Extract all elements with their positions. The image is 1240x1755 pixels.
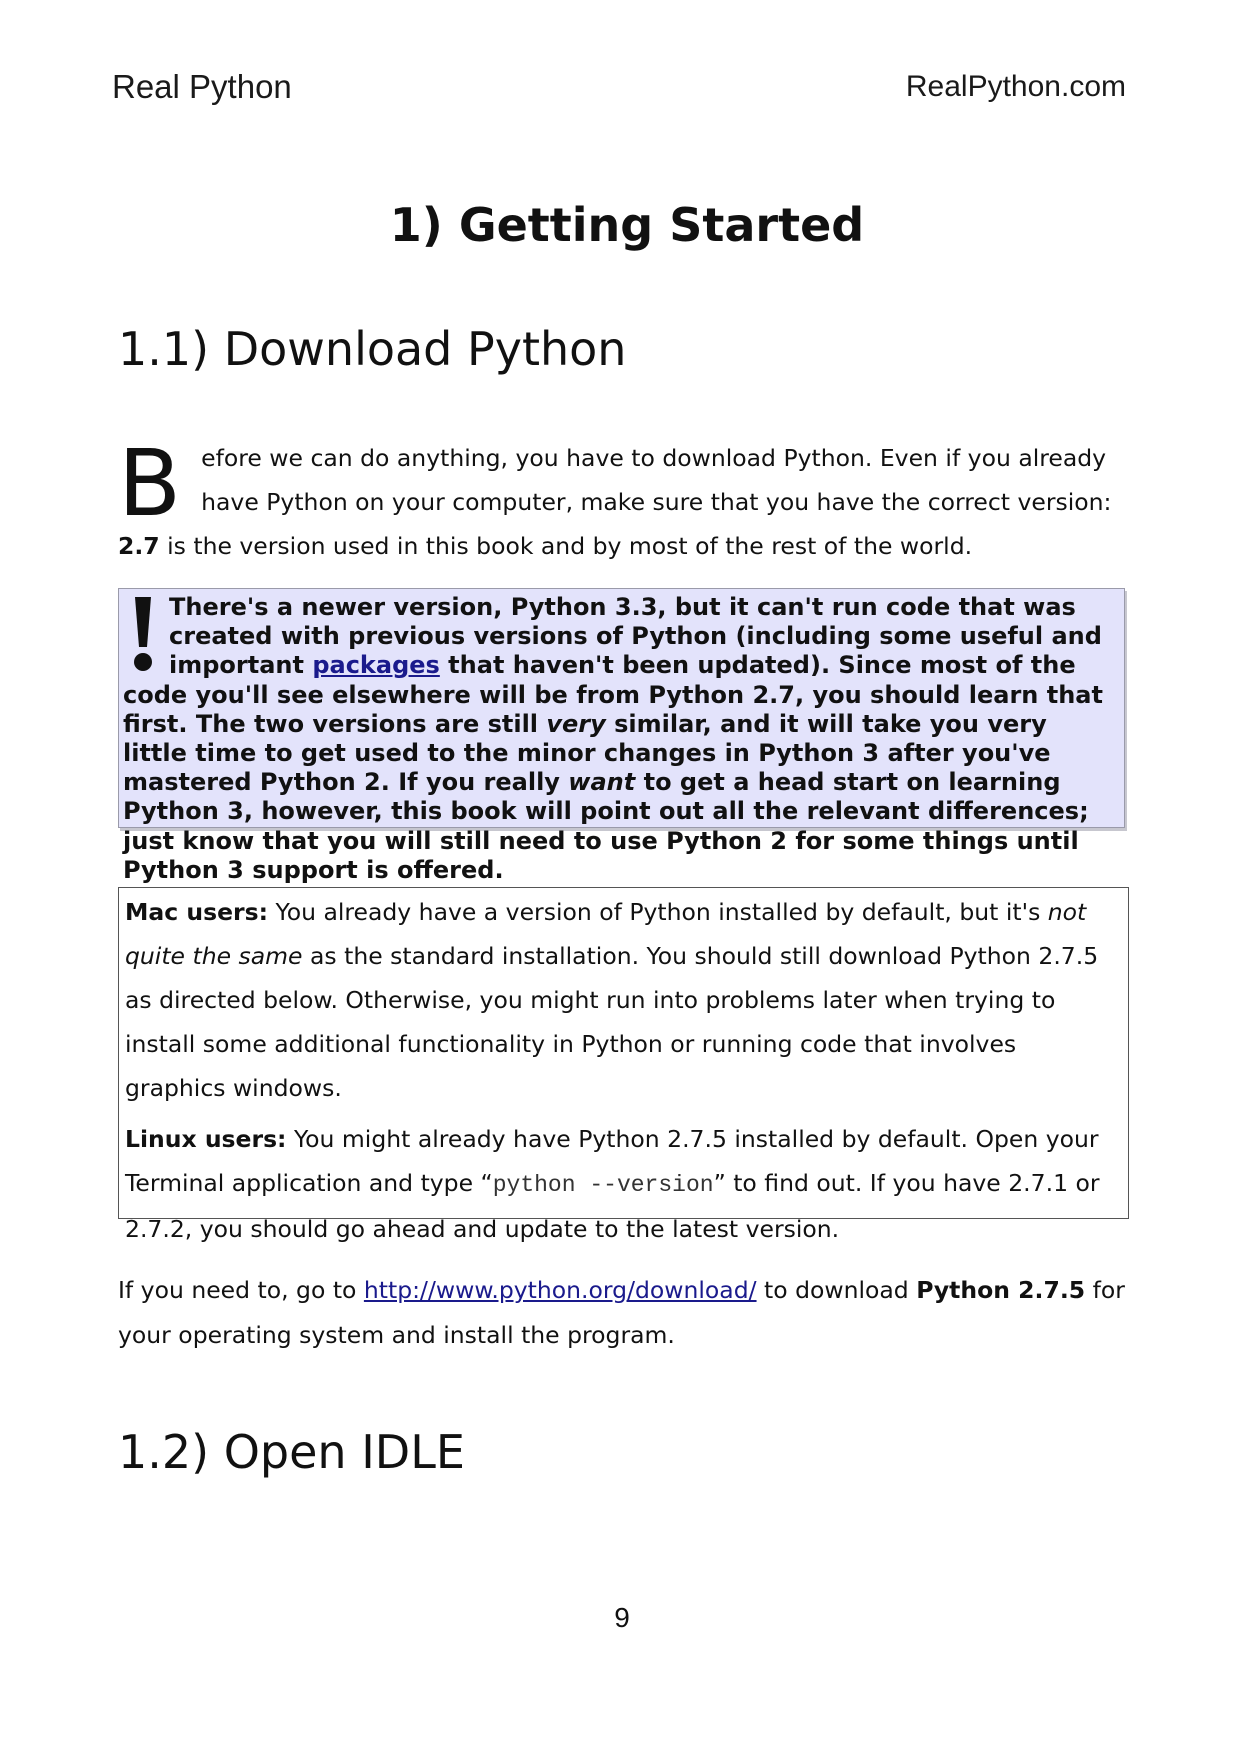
python-download-link[interactable]: http://www.python.org/download/ — [363, 1276, 757, 1304]
mac-text-a: You already have a version of Python installed by default, but it's — [268, 898, 1048, 926]
mac-emphasis: not quite the same — [125, 898, 1087, 970]
intro-paragraph — [118, 430, 1130, 568]
download-version: Python 2.7.5 — [916, 1276, 1086, 1304]
note-text-d: to get a head start on learning Python 3, however, this book will point out all the relevant differences; just know that you will still need to use Python 2 for some things until Python 3 support is offered. — [123, 768, 1089, 884]
running-header-right: RealPython.com — [905, 70, 1126, 103]
mac-users-label: Mac users: — [125, 898, 268, 926]
platform-info-box — [118, 887, 1129, 1243]
running-header-left: Real Python — [112, 68, 292, 105]
intro-text-a: efore we can do anything, you have to download Python. Even if you already have Python on your computer, make sure that you have the correct version: — [201, 444, 1112, 516]
page-number: 9 — [614, 1602, 630, 1633]
note-emphasis-very: very — [546, 709, 606, 738]
mac-text-b: as the standard installation. You should still download Python 2.7.5 as directed below. Otherwise, you might run into problems later when trying to install some additional functionality in Python or running code that involves graphics windows. — [125, 942, 1099, 1102]
linux-users-paragraph — [125, 1117, 1120, 1251]
linux-text-b: ” to find out. If you have 2.7.1 or 2.7.2, you should go ahead and update to the latest version. — [125, 1169, 1100, 1243]
mac-users-paragraph — [125, 890, 1120, 1110]
linux-text-a: You might already have Python 2.7.5 installed by default. Open your Terminal application and type “ — [125, 1125, 1099, 1197]
exclamation-icon — [123, 595, 163, 675]
note-text-c: similar, and it will take you very little time to get used to the minor changes in Python 3 after you've mastered Python 2. If you really — [123, 709, 1051, 797]
intro-version: 2.7 — [118, 532, 160, 560]
section-heading-download-python: 1.1) Download Python — [118, 322, 627, 376]
intro-text-b: is the version used in this book and by most of the rest of the world. — [159, 532, 973, 560]
version-command-code: python --version — [492, 1172, 714, 1198]
download-text-b: to download — [756, 1276, 917, 1304]
download-paragraph — [118, 1268, 1130, 1358]
drop-cap: B — [118, 430, 182, 537]
note-text-b: that haven't been updated). Since most of the code you'll see elsewhere will be from Python 2.7, you should learn that first. The two versions are still — [123, 651, 1103, 738]
section-heading-open-idle: 1.2) Open IDLE — [118, 1425, 465, 1479]
note-text-a: There's a newer version, Python 3.3, but it can't run code that was created with previous versions of Python (including some useful and important — [169, 593, 1102, 680]
packages-link[interactable]: packages — [312, 651, 440, 680]
note-emphasis-want: want — [568, 768, 636, 797]
linux-users-label: Linux users: — [125, 1125, 287, 1153]
chapter-title: 1) Getting Started — [389, 198, 865, 252]
version-note-box — [118, 588, 1125, 884]
download-text-a: If you need to, go to — [118, 1276, 364, 1304]
download-text-c: for your operating system and install the program. — [118, 1276, 1125, 1349]
